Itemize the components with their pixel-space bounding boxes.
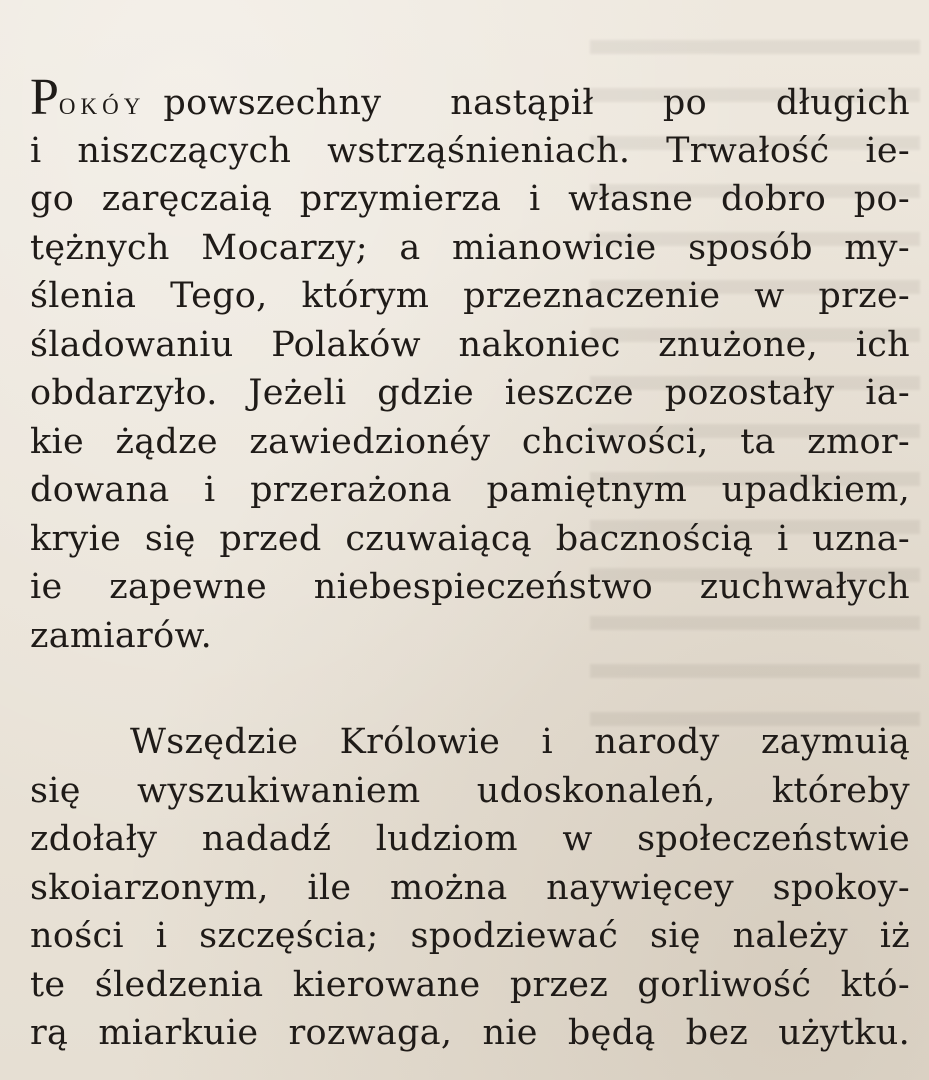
drop-cap: P [30, 69, 59, 126]
text-line: tężnych Mocarzy; a mianowicie sposób my- [30, 227, 910, 268]
paragraph-1 [30, 69, 910, 660]
text-line: dowana i przerażona pamiętnym upadkiem, [30, 470, 910, 510]
text-line: ślenia Tego, którym przeznaczenie w prze- [30, 276, 910, 316]
text-line: zamiarów. [30, 615, 212, 656]
first-line-text: powszechny nastąpił po długich [163, 83, 910, 123]
text-line: śladowaniu Polaków nakoniec znużone, ich [30, 324, 910, 365]
text-line: obdarzyło. Jeżeli gdzie ieszcze pozostały ia- [30, 373, 910, 413]
text-line: zdołały nadadź ludziom w społeczeństwie [30, 819, 910, 859]
small-caps-word: OKÓY [58, 94, 146, 119]
text-line: ie zapewne niebespieczeństwo zuchwałych [30, 567, 910, 607]
text-line: ności i szczęścia; spodziewać się należy iż [30, 916, 910, 956]
text-line: Wszędzie Królowie i narody zaymuią [130, 722, 910, 762]
text-line: skoiarzonym, ile można naywięcey spokoy- [30, 867, 910, 908]
text-line: się wyszukiwaniem udoskonaleń, któreby [30, 770, 910, 811]
text-line: i niszczących wstrząśnieniach. Trwałość ie- [30, 130, 910, 171]
text-line: rą miarkuie rozwaga, nie będą bez użytku. [30, 1013, 910, 1053]
text-line: go zaręczaią przymierza i własne dobro po- [30, 179, 910, 219]
text-line: kryie się przed czuwaiącą bacznością i uzna- [30, 518, 910, 559]
paragraph-2 [30, 718, 910, 1058]
text-line: te śledzenia kierowane przez gorliwość któ- [30, 964, 910, 1005]
text-line [30, 69, 910, 127]
text-line: kie żądze zawiedzionéy chciwości, ta zmor- [30, 421, 910, 462]
